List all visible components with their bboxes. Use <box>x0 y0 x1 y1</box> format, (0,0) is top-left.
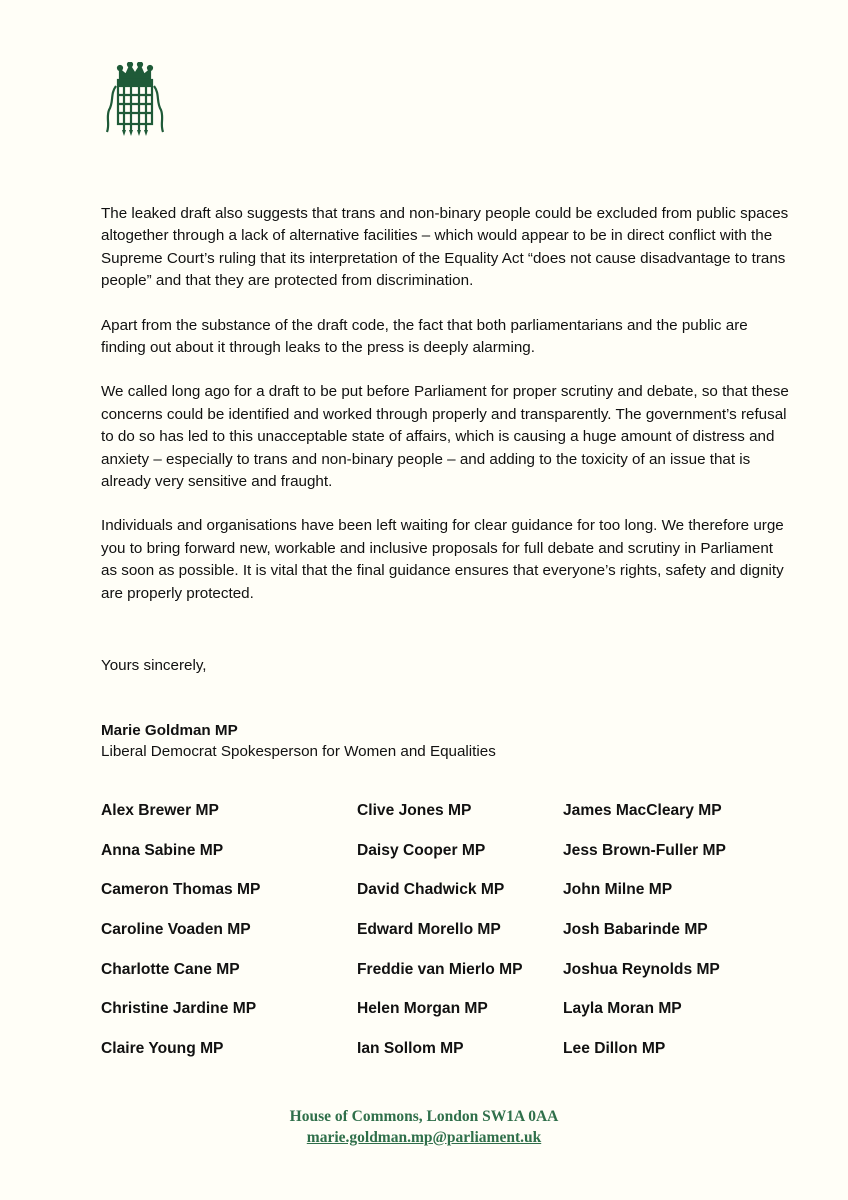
cosignatory-list <box>101 800 801 1070</box>
paragraph: The leaked draft also suggests that trans and non-binary people could be excluded from public spaces altogether through a lack of alternative facilities – which would appear to be in direct conflict with the Supreme Court’s ruling that its interpretation of the Equality Act “does not cause disadvantage to trans people” and that they are protected from discrimination. <box>101 205 789 290</box>
cosignatory-column <box>563 800 726 1078</box>
cosignatory-name: Charlotte Cane MP <box>101 960 240 978</box>
cosignatory-name: Caroline Voaden MP <box>101 921 251 939</box>
cosignatory-name: Helen Morgan MP <box>357 1000 488 1018</box>
cosignatory-name: Joshua Reynolds MP <box>563 960 720 978</box>
cosignatory-name: Freddie van Mierlo MP <box>357 960 523 978</box>
signatory-role: Liberal Democrat Spokesperson for Women and Equalities <box>101 743 496 760</box>
cosignatory-name: Daisy Cooper MP <box>357 841 486 859</box>
letter-footer <box>0 1106 848 1148</box>
paragraph: Individuals and organisations have been left waiting for clear guidance for too long. We therefore urge you to bring forward new, workable and inclusive proposals for full debate and scrutiny in Parliament as soon as possible. It is vital that the final guidance ensures that everyone’s rights, safety and dignity are properly protected. <box>101 517 784 602</box>
cosignatory-name: David Chadwick MP <box>357 881 505 899</box>
cosignatory-name: Christine Jardine MP <box>101 1000 257 1018</box>
cosignatory-name: Ian Sollom MP <box>357 1040 464 1058</box>
cosignatory-name: Alex Brewer MP <box>101 802 219 819</box>
cosignatory-name: Clive Jones MP <box>357 802 472 819</box>
footer-email-link[interactable]: marie.goldman.mp@parliament.uk <box>306 1129 542 1146</box>
cosignatory-name: Anna Sabine MP <box>101 841 224 859</box>
cosignatory-name: Lee Dillon MP <box>563 1040 666 1058</box>
cosignatory-name: Jess Brown-Fuller MP <box>563 841 726 859</box>
cosignatory-column <box>357 800 523 1078</box>
cosignatory-name: Edward Morello MP <box>357 921 501 939</box>
paragraph: Apart from the substance of the draft code, the fact that both parliamentarians and the public are finding out about it through leaks to the press is deeply alarming. <box>101 316 748 357</box>
cosignatory-name: Josh Babarinde MP <box>563 921 708 939</box>
cosignatory-name: Layla Moran MP <box>563 1000 682 1018</box>
footer-address: House of Commons, London SW1A 0AA <box>289 1108 559 1125</box>
letter-body <box>101 203 791 627</box>
cosignatory-column <box>101 800 260 1078</box>
closing-salutation: Yours sincerely, <box>101 657 207 674</box>
cosignatory-name: James MacCleary MP <box>563 802 722 819</box>
signatory-name: Marie Goldman MP <box>101 722 238 739</box>
cosignatory-name: Cameron Thomas MP <box>101 881 261 899</box>
cosignatory-name: Claire Young MP <box>101 1040 224 1058</box>
portcullis-crown-logo <box>104 62 166 136</box>
cosignatory-name: John Milne MP <box>563 881 673 899</box>
paragraph: We called long ago for a draft to be put before Parliament for proper scrutiny and debate, so that these concerns could be identified and worked through properly and transparently. The government’s refusal to do so has led to this unacceptable state of affairs, which is causing a huge amount of distress and anxiety – especially to trans and non-binary people – and adding to the toxicity of an issue that is already very sensitive and fraught. <box>101 383 789 491</box>
